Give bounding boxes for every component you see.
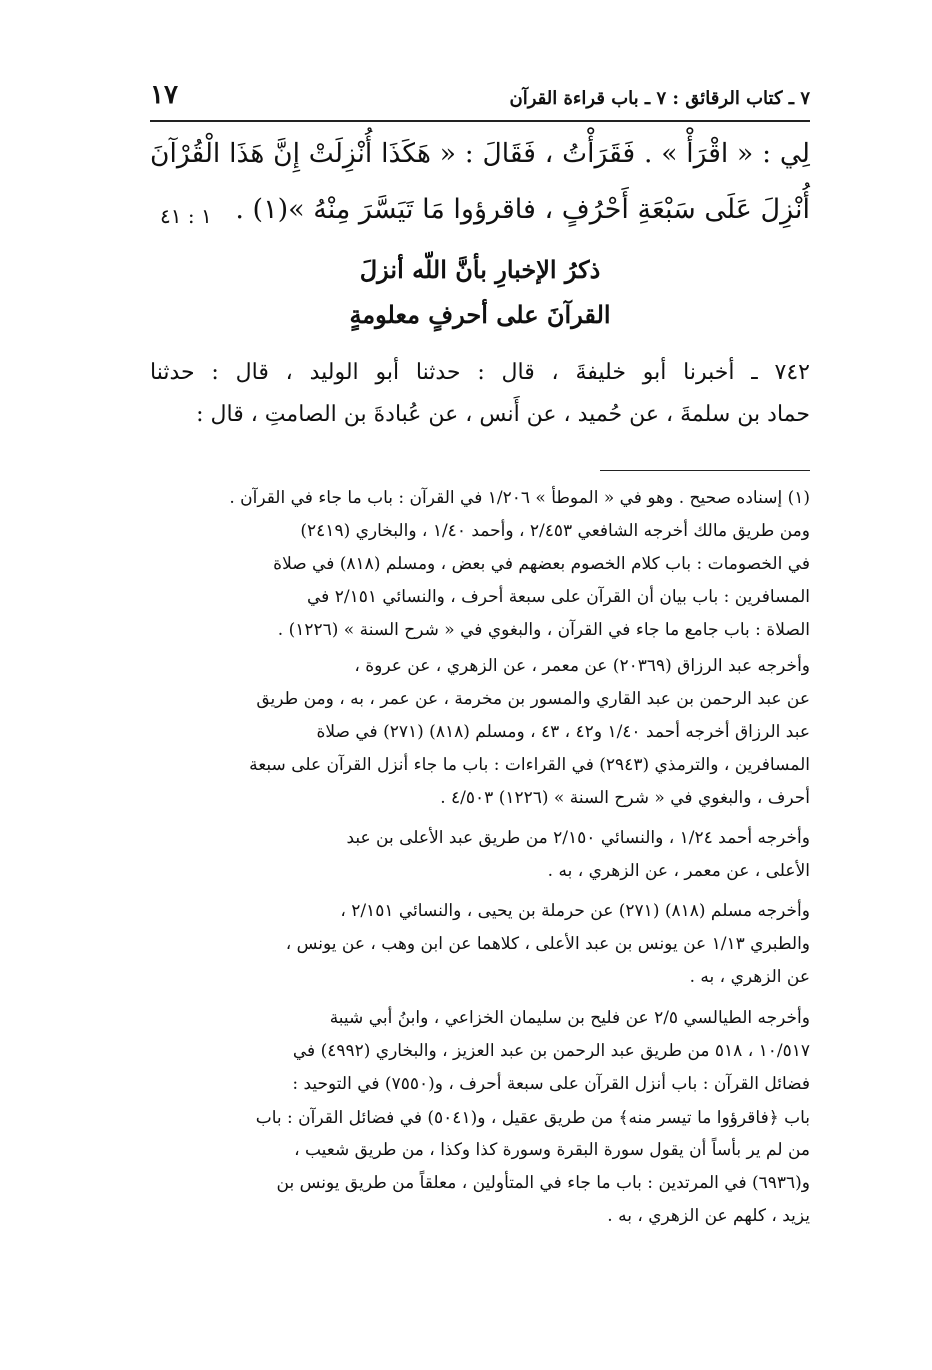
cross-reference: ١ : ٤١ (160, 204, 212, 228)
footnote-line: الأعلى ، عن معمر ، عن الزهري ، به . (547, 861, 810, 881)
footnote-line: وأخرجه الطيالسي ٢/٥ عن فليح بن سليمان الخزاعي ، وابنُ أبي شيبة (329, 1008, 810, 1028)
footnote-line: من لم ير بأساً أن يقول سورة البقرة وسورة كذا وكذا ، من طريق شعيب ، (294, 1140, 810, 1160)
header-divider (150, 120, 810, 122)
footnote-line: وأخرجه مسلم (٨١٨) (٢٧١) عن حرملة بن يحيى ، والنسائي ٢/١٥١ ، (340, 901, 810, 921)
page-number: ١٧ (150, 80, 178, 110)
footnote-divider (600, 470, 810, 471)
footnote-line: والطبري ١/١٣ عن يونس بن عبد الأعلى ، كلاهما عن ابن وهب ، عن يونس ، (285, 934, 810, 954)
running-head: ٧ ـ كتاب الرقائق : ٧ ـ باب قراءة القرآن (509, 88, 810, 109)
footnote-line: وأخرجه عبد الرزاق (٢٠٣٦٩) عن معمر ، عن الزهري ، عن عروة ، (354, 656, 810, 676)
footnote-line: باب ﴿فاقرؤوا ما تيسر منه﴾ من طريق عقيل ، و(٥٠٤١) في فضائل القرآن : باب (255, 1108, 810, 1128)
hadith-text-line: لِي : « اقْرَأْ » . فَقَرَأْتُ ، فَقَالَ : « هَكَذَا أُنْزِلَتْ إِنَّ هَذَا الْقُرْآنَ (150, 138, 810, 169)
footnote-line: فضائل القرآن : باب أنزل القرآن على سبعة أحرف ، و(٧٥٥٠) في التوحيد : (292, 1074, 810, 1094)
footnote-line: عن عبد الرحمن بن عبد القاري والمسور بن مخرمة ، عن عمر ، به ، ومن طريق (256, 689, 810, 709)
footnote-line: في الخصومات : باب كلام الخصوم بعضهم في بعض ، ومسلم (٨١٨) في صلاة (273, 554, 810, 574)
footnote-line: عبد الرزاق أخرجه أحمد ١/٤٠ و٤٢ ، ٤٣ ، ومسلم (٨١٨) (٢٧١) في صلاة (316, 722, 810, 742)
footnote-line: وأخرجه أحمد ١/٢٤ ، والنسائي ٢/١٥٠ من طريق عبد الأعلى بن عبد (346, 828, 810, 848)
footnote-line: ومن طريق مالك أخرجه الشافعي ٢/٤٥٣ ، وأحمد ١/٤٠ ، والبخاري (٢٤١٩) (300, 521, 810, 541)
footnote-line: المسافرين : باب بيان أن القرآن على سبعة أحرف ، والنسائي ٢/١٥١ في (307, 587, 810, 607)
footnote-line: أحرف ، والبغوي في « شرح السنة » (١٢٢٦) ٤/٥٠٣ . (440, 788, 810, 808)
footnote-line: ١٠/٥١٧ ، ٥١٨ من طريق عبد الرحمن بن عبد العزيز ، والبخاري (٤٩٩٢) في (292, 1041, 810, 1061)
footnote-line: و(٦٩٣٦) في المرتدين : باب ما جاء في المتأولين ، معلقاً من طريق يونس بن (276, 1173, 810, 1193)
footnote-line: الصلاة : باب جامع ما جاء في القرآن ، والبغوي في « شرح السنة » (١٢٢٦) . (277, 620, 810, 640)
hadith-text-line: أُنْزِلَ عَلَى سَبْعَةِ أَحْرُفٍ ، فاقرؤوا مَا تَيَسَّرَ مِنْهُ »(١) . (235, 194, 810, 225)
footnote-line: عن الزهري ، به . (689, 967, 810, 987)
chapter-heading: ذكرُ الإخبارِ بأنَّ اللّه أنزلَ (359, 255, 601, 284)
footnote-line: (١) إسناده صحيح . وهو في « الموطأ » ١/٢٠٦ في القرآن : باب ما جاء في القرآن . (229, 488, 810, 508)
page-header (150, 80, 810, 120)
hadith-chain-line: حماد بن سلمةَ ، عن حُميد ، عن أَنس ، عن عُبادةَ بن الصامتِ ، قال : (196, 402, 810, 427)
hadith-chain-line: ٧٤٢ ـ أخبرنا أبو خليفةَ ، قال : حدثنا أبو الوليد ، قال : حدثنا (150, 360, 810, 385)
footnote-line: يزيد ، كلهم عن الزهري ، به . (607, 1206, 810, 1226)
chapter-heading: القرآنَ على أحرفٍ معلومةٍ (349, 300, 611, 329)
footnote-line: المسافرين ، والترمذي (٢٩٤٣) في القراءات : باب ما جاء أنزل القرآن على سبعة (249, 755, 810, 775)
